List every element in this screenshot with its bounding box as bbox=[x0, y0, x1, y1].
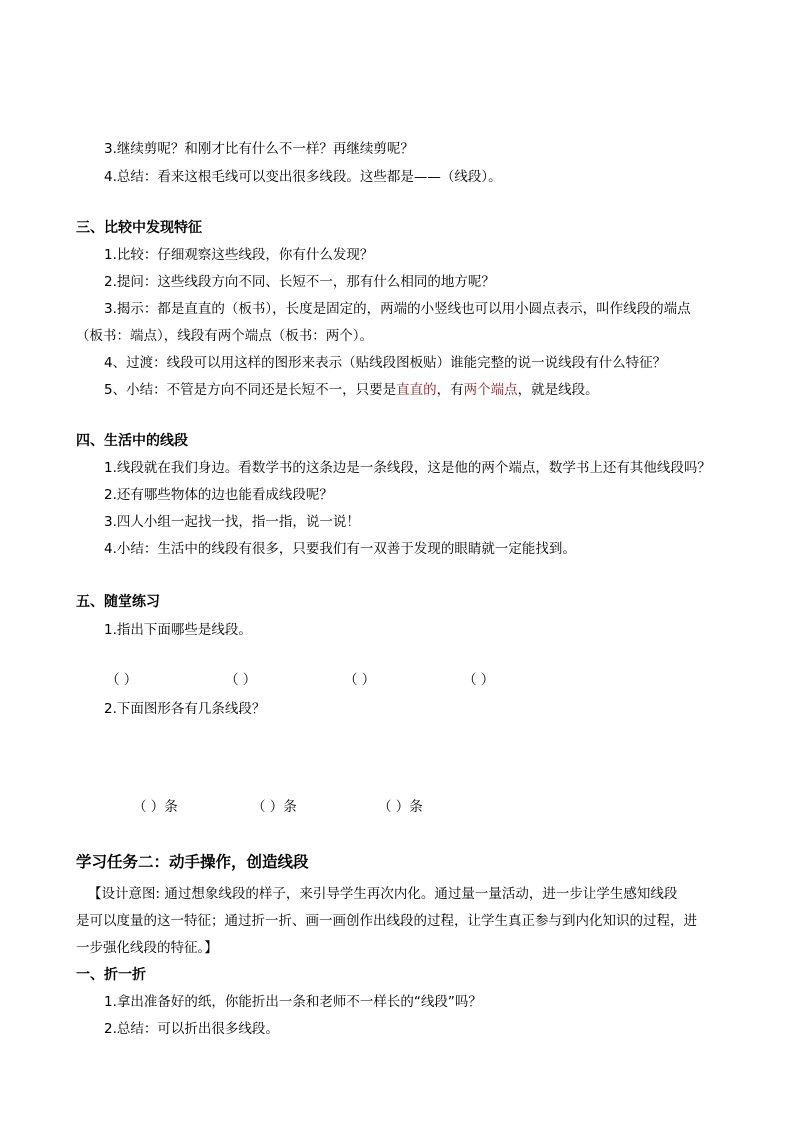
paragraph: 2.总结：可以折出很多线段。 bbox=[104, 1021, 279, 1037]
paragraph: 3.四人小组一起找一找，指一指，说一说！ bbox=[104, 514, 360, 530]
design-intent: 【设计意图: 通过想象线段的样子，来引导学生再次内化。通过量一量活动，进一步让学生感知线段 bbox=[88, 886, 678, 902]
answer-blank[interactable]: （ ） bbox=[344, 672, 376, 688]
section-heading: 四、生活中的线段 bbox=[76, 433, 188, 449]
paragraph: 1.比较：仔细观察这些线段，你有什么发现？ bbox=[104, 247, 374, 263]
design-intent-continuation: 一步强化线段的特征。】 bbox=[76, 940, 218, 956]
paragraph: 4.小结：生活中的线段有很多，只要我们有一双善于发现的眼睛就一定能找到。 bbox=[104, 541, 576, 557]
paragraph: 3.揭示：都是直直的（板书），长度是固定的，两端的小竖线也可以用小圆点表示，叫作线段的端点 bbox=[104, 301, 691, 317]
emphasis-endpoints: 两个端点 bbox=[463, 382, 518, 398]
exercise-question: 1.指出下面哪些是线段。 bbox=[104, 622, 252, 638]
design-intent-continuation: 是可以度量的这一特征；通过折一折、画一画创作出线段的过程，让学生真正参与到内化知识的过程，进 bbox=[76, 913, 697, 929]
paragraph: 1.线段就在我们身边。看数学书的这条边是一条线段，这是他的两个端点，数学书上还有其他线段吗？ bbox=[104, 460, 711, 476]
paragraph-continuation: （板书：端点），线段有两个端点（板书：两个）。 bbox=[76, 328, 373, 344]
paragraph-summary bbox=[104, 380, 599, 400]
emphasis-straight: 直直的 bbox=[396, 382, 437, 398]
answer-blank[interactable]: （ ） bbox=[463, 672, 495, 688]
section-heading: 三、比较中发现特征 bbox=[76, 220, 202, 236]
section-heading: 五、随堂练习 bbox=[76, 594, 160, 610]
task-heading: 学习任务二：动手操作，创造线段 bbox=[76, 853, 309, 871]
paragraph: 1.拿出准备好的纸，你能折出一条和老师不一样长的“线段”吗？ bbox=[104, 994, 482, 1010]
summary-text: 5、小结：不管是方向不同还是长短不一，只要是 bbox=[104, 382, 397, 398]
summary-text: ，有 bbox=[436, 382, 464, 398]
exercise-question: 2.下面图形各有几条线段？ bbox=[104, 701, 266, 717]
paragraph: 2.还有哪些物体的边也能看成线段呢？ bbox=[104, 487, 333, 503]
sub-heading: 一、折一折 bbox=[76, 967, 146, 983]
paragraph: 4、过渡：线段可以用这样的图形来表示（贴线段图板贴）谁能完整的说一说线段有什么特征？ bbox=[104, 355, 667, 371]
paragraph: 3.继续剪呢？和刚才比有什么不一样？再继续剪呢？ bbox=[104, 141, 414, 157]
answer-blank[interactable]: （ ） bbox=[106, 672, 138, 688]
paragraph: 2.提问：这些线段方向不同、长短不一，那有什么相同的地方呢？ bbox=[104, 274, 495, 290]
answer-blank[interactable]: （ ）条 bbox=[252, 799, 297, 815]
answer-blank[interactable]: （ ）条 bbox=[378, 799, 423, 815]
answer-blank[interactable]: （ ）条 bbox=[133, 799, 178, 815]
paragraph: 4.总结：看来这根毛线可以变出很多线段。这些都是——（线段）。 bbox=[104, 169, 502, 185]
answer-blank[interactable]: （ ） bbox=[225, 672, 257, 688]
summary-text: ，就是线段。 bbox=[517, 382, 599, 398]
